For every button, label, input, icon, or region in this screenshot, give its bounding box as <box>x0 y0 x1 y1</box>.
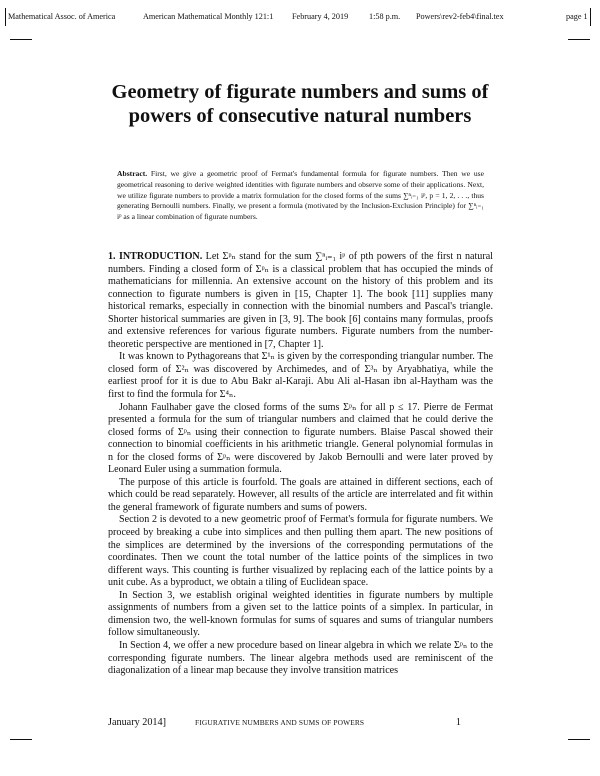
header-journal-left: Mathematical Assoc. of America <box>8 12 116 21</box>
header-time: 1:58 p.m. <box>369 12 401 21</box>
paragraph-5: Section 2 is devoted to a new geometric proof of Fermat's formula for figurate numbers. We proceed by breaking a cube into simplices and then pulling them apart. The new positions of the simplices are determined by the inversions of the corresponding permutations of the coordinates. Then we count the total number of the lattice points of the simplices in two different ways. This counting is further visualized by replacing each of the lattice points by a unit cube. As a byproduct, we obtain a tiling of Euclidean space. <box>108 514 493 589</box>
footer-page-number: 1 <box>455 717 461 728</box>
abstract <box>117 169 484 223</box>
paragraph-4: The purpose of this article is fourfold. The goals are attained in different sections, each of which could be read separately. However, all results of the article are interrelated and fit within the general framework of figurate numbers and sums of powers. <box>108 476 493 513</box>
paper-title: Geometry of figurate numbers and sums of powers of consecutive natural numbers <box>111 81 489 127</box>
crop-mark-top-left <box>10 39 32 40</box>
paragraph-6: In Section 3, we establish original weighted identities in figurate numbers by multiple assignments of numbers from a given set to the lattice points of a simplex. In particular, in dimension two, the well-known formulas for sums of squares and sums of triangular numbers follow simultaneously. <box>108 589 493 639</box>
header-right-rule <box>590 8 591 26</box>
page-footer <box>108 716 493 730</box>
abstract-text: First, we give a geometric proof of Fermat's fundamental formula for figurate numbers. Then we use geometrical reasoning to derive weighted identities with figurate numbers and observe some of their applications. Next, we utilize figurate numbers to provide a matrix formulation for the closed forms of the sums ∑ⁿᵢ₌₁ iᵖ, p = 1, 2, . . ., thus generating Bernoulli numbers. Finally, we present a formula (motivated by the Inclusion-Exclusion Principle) for ∑ⁿᵢ₌₁ iᵖ as a linear combination of figurate numbers. <box>117 169 484 222</box>
header-date: February 4, 2019 <box>292 12 349 21</box>
footer-issue-date: January 2014] <box>108 717 166 728</box>
crop-mark-bottom-right <box>568 739 590 740</box>
header-page-label: page 1 <box>566 12 588 21</box>
crop-mark-top-right <box>568 39 590 40</box>
section-heading: 1. INTRODUCTION. <box>108 251 203 262</box>
abstract-label: Abstract. <box>117 169 148 178</box>
paragraph-3: Johann Faulhaber gave the closed forms of the sums Σᵖₙ for all p ≤ 17. Pierre de Fermat presented a formula for the sum of triangular numbers and claimed that he could derive the closed forms of Σᵖₙ using their connection to figurate numbers. Blaise Pascal showed their connection to binomial coefficients in his arithmetic triangle. General polynomial formulas in n for the closed forms of Σᵖₙ were discovered by Jakob Bernoulli and were later proved by Leonard Euler using a summation formula. <box>108 401 493 476</box>
paragraph-1-text: Let Σᵖₙ stand for the sum ∑ⁿᵢ₌₁ iᵖ of pth powers of the first n natural numbers. Finding a closed form of Σᵖₙ is a classical problem that has occupied the minds of mathematicians for millennia. An extensive account on the history of this problem and its connection to figurate numbers is given in [15, Chapter 1]. The book [11] supplies many historical remarks, especially in connection with the binomial numbers and Pascal's triangle. Shorter historical summaries are given in [3, 9]. The book [6] contains many formulas, proofs and extensive references for various figurate numbers. Figurate numbers from the number-theoretic perspective are mentioned in [7, Chapter 1]. <box>108 251 493 350</box>
paragraph-2: It was known to Pythagoreans that Σ¹ₙ is given by the corresponding triangular number. The closed form of Σ²ₙ was discovered by Archimedes, and of Σ³ₙ by Aryabhatiya, while the earliest proof for it is due to Abu Bakr al-Karaji. Abu Ali al-Hasan ibn al-Haytham was the first to find the formula for Σ⁴ₙ. <box>108 351 493 401</box>
crop-mark-bottom-left <box>10 739 32 740</box>
running-header <box>8 11 596 23</box>
header-journal-name: American Mathematical Monthly 121:1 <box>143 12 274 21</box>
paragraph-7: In Section 4, we offer a new procedure based on linear algebra in which we relate Σᵖₙ to the corresponding figurate numbers. The linear algebra methods used are reminiscent of the diagonalization of a linear map because they involve transition matrices <box>108 639 493 677</box>
header-file: Powers\rev2-feb4\final.tex <box>416 12 504 21</box>
header-left-rule <box>5 8 6 26</box>
footer-running-title: FIGURATIVE NUMBERS AND SUMS OF POWERS <box>195 718 365 727</box>
body-text <box>108 251 493 678</box>
paragraph-intro <box>108 251 493 351</box>
